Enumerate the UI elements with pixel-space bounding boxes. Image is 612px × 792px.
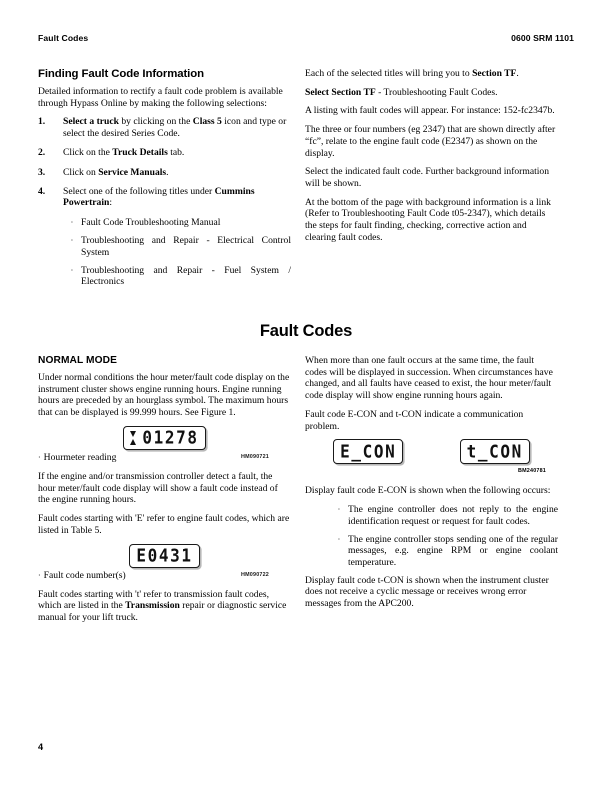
list-item xyxy=(38,116,291,139)
normal-mode-paragraph-2: If the engine and/or transmission controller detect a fault, the hour meter/fault code display will show a fault code instead of the engine running hours. xyxy=(38,471,278,506)
lcd-display-tcon xyxy=(460,439,530,464)
condition-text: The engine controller does not reply to the engine identification request or request for fault codes. xyxy=(348,504,558,527)
step-end: : xyxy=(109,197,113,209)
background-link-paragraph: At the bottom of the page with background information is a link (Refer to Troubleshooting Fault Code t05-2347), which details the steps for fault finding, checking, corrective action and clearing fault codes. xyxy=(305,196,551,243)
step-text xyxy=(63,167,291,179)
step-bold-term: Service Manuals xyxy=(98,166,167,178)
econ-intro-paragraph: Display fault code E-CON is shown when the following occurs: xyxy=(305,485,551,497)
header-right-title: 0600 SRM 1101 xyxy=(511,33,574,43)
step-bold-term: Truck Details xyxy=(112,147,168,159)
list-item xyxy=(38,147,291,159)
para-start: Fault codes starting with 't' refer to transmission fault codes, which are listed in the xyxy=(38,588,269,612)
step-end: tab. xyxy=(167,147,185,159)
figure-id: HM090721 xyxy=(241,454,269,461)
normal-mode-paragraph-4 xyxy=(38,589,291,624)
page-title: Fault Codes xyxy=(259,322,353,340)
step-mid: Click on xyxy=(63,166,99,178)
step-number: 1. xyxy=(38,116,46,128)
manual-title: Troubleshooting and Repair - Electrical Control System xyxy=(81,235,291,258)
lcd-display-fault-code xyxy=(129,544,199,569)
transmission-bold: Transmission xyxy=(125,600,180,612)
lcd-value: t_CON xyxy=(466,440,523,462)
step-text xyxy=(63,186,291,209)
figure-caption xyxy=(38,452,291,464)
list-item xyxy=(330,534,558,569)
list-item xyxy=(330,504,558,527)
caption-text-wrap xyxy=(38,570,126,582)
section-tf-bold: Section TF xyxy=(472,68,517,79)
step-number: 3. xyxy=(38,166,46,178)
listing-paragraph: A listing with fault codes will appear. For instance: 152-fc2347b. xyxy=(305,105,555,117)
step-bold-term: Class 5 xyxy=(192,116,222,128)
normal-mode-paragraph-3: Fault codes starting with 'E' refer to engine fault codes, which are listed in Table 5. xyxy=(38,513,290,536)
step-mid: Click on the xyxy=(63,147,113,159)
step-number: 4. xyxy=(38,185,46,197)
normal-mode-heading: NORMAL MODE xyxy=(38,355,118,366)
numbers-paragraph: The three or four numbers (eg 2347) that are shown directly after “fc”, relate to the engine fault code (E2347) as shown on the display. xyxy=(305,124,556,159)
lcd-display-hourmeter xyxy=(123,426,205,451)
condition-text: The engine controller stops sending one of the regular messages, e.g. engine RPM or engine coolant temperature. xyxy=(348,533,558,568)
bullet-icon: · xyxy=(337,505,341,515)
figure-con-codes xyxy=(305,439,558,477)
bullet-icon: · xyxy=(70,236,74,246)
select-code-paragraph: Select the indicated fault code. Further background information will be shown. xyxy=(305,166,550,189)
multiple-faults-paragraph: When more than one fault occurs at the same time, the fault codes will be displayed in succession. When circumstances have changed, and all faults have ceased to exist, the hour meter/fault code display will show engine running hours again. xyxy=(305,355,553,402)
figure-id: BM240781 xyxy=(518,467,546,474)
list-item xyxy=(63,265,291,288)
manual-title: Troubleshooting and Repair - Fuel System / Electronics xyxy=(81,264,291,288)
step-bold-term: Cummins Powertrain xyxy=(63,185,255,209)
step-text xyxy=(63,147,291,159)
hourglass-icon xyxy=(130,431,137,445)
lcd-display-pair xyxy=(305,439,558,464)
bullet-icon: · xyxy=(38,453,41,463)
caption-text: Hourmeter reading xyxy=(43,452,117,464)
para-end: . xyxy=(516,68,519,79)
upper-left-column xyxy=(38,68,291,294)
lcd-value: 01278 xyxy=(142,427,199,449)
para-end: repair or diagnostic service manual for your lift truck. xyxy=(38,600,287,624)
select-section-paragraph xyxy=(305,87,558,99)
para-start: Each of the selected titles will bring you to xyxy=(305,68,473,79)
manual-title: Fault Code Troubleshooting Manual xyxy=(81,216,221,228)
list-item xyxy=(63,217,291,230)
page-number: 4 xyxy=(38,742,44,752)
normal-mode-paragraph-1: Under normal conditions the hour meter/fault code display on the instrument cluster shows engine running hours. Engine running hours are preceded by an hourglass symbol. The maximum hours that can be displayed is 99.999 hours. See Figure 1. xyxy=(38,372,290,419)
caption-text-wrap xyxy=(38,452,116,464)
bullet-icon: · xyxy=(337,534,341,544)
normal-mode-right-column xyxy=(305,355,558,617)
select-section-bold: Select Section TF xyxy=(305,86,376,98)
figure-id: HM090722 xyxy=(241,572,269,579)
upper-right-column xyxy=(305,68,558,250)
bullet-icon: · xyxy=(70,217,74,227)
para-end: - Troubleshooting Fault Codes. xyxy=(375,86,498,98)
tcon-paragraph: Display fault code t-CON is shown when the instrument cluster does not receive a cyclic message or receives wrong error messages from the APC200. xyxy=(305,574,549,610)
caption-text: Fault code number(s) xyxy=(43,570,126,582)
step-mid: Select one of the following titles under xyxy=(63,185,215,197)
step-number: 2. xyxy=(38,147,46,159)
manual-titles-list xyxy=(38,217,291,288)
section-tf-paragraph xyxy=(305,68,558,80)
header-left-title: Fault Codes xyxy=(38,33,89,43)
communication-problem-paragraph: Fault code E-CON and t-CON indicate a communication problem. xyxy=(305,408,524,432)
intro-paragraph: Detailed information to rectify a fault code problem is available through Hypass Online by making the following selections: xyxy=(38,86,283,109)
normal-mode-left-column xyxy=(38,355,291,631)
step-end: icon and type or select the desired Series Code. xyxy=(63,116,287,140)
figure-fault-code xyxy=(38,544,291,582)
bullet-icon: · xyxy=(70,265,74,275)
figure-caption xyxy=(38,570,291,582)
lcd-display-wrap xyxy=(38,544,291,569)
selection-steps-list xyxy=(38,116,291,209)
running-header xyxy=(38,33,574,43)
finding-fault-code-heading: Finding Fault Code Information xyxy=(38,68,204,80)
step-text xyxy=(63,116,291,139)
lcd-value: E0431 xyxy=(136,544,193,567)
lcd-display-wrap xyxy=(38,426,291,451)
list-item xyxy=(38,167,291,179)
bullet-icon: · xyxy=(38,571,41,581)
step-end: . xyxy=(166,166,169,178)
step-bold-lead: Select a truck xyxy=(63,116,119,128)
econ-conditions-list xyxy=(305,504,558,569)
lcd-display-econ xyxy=(333,439,403,464)
figure-hourmeter xyxy=(38,426,291,464)
step-mid: by clicking on the xyxy=(118,116,193,128)
lcd-value: E_CON xyxy=(340,440,397,462)
list-item xyxy=(63,235,291,258)
list-item xyxy=(38,186,291,209)
